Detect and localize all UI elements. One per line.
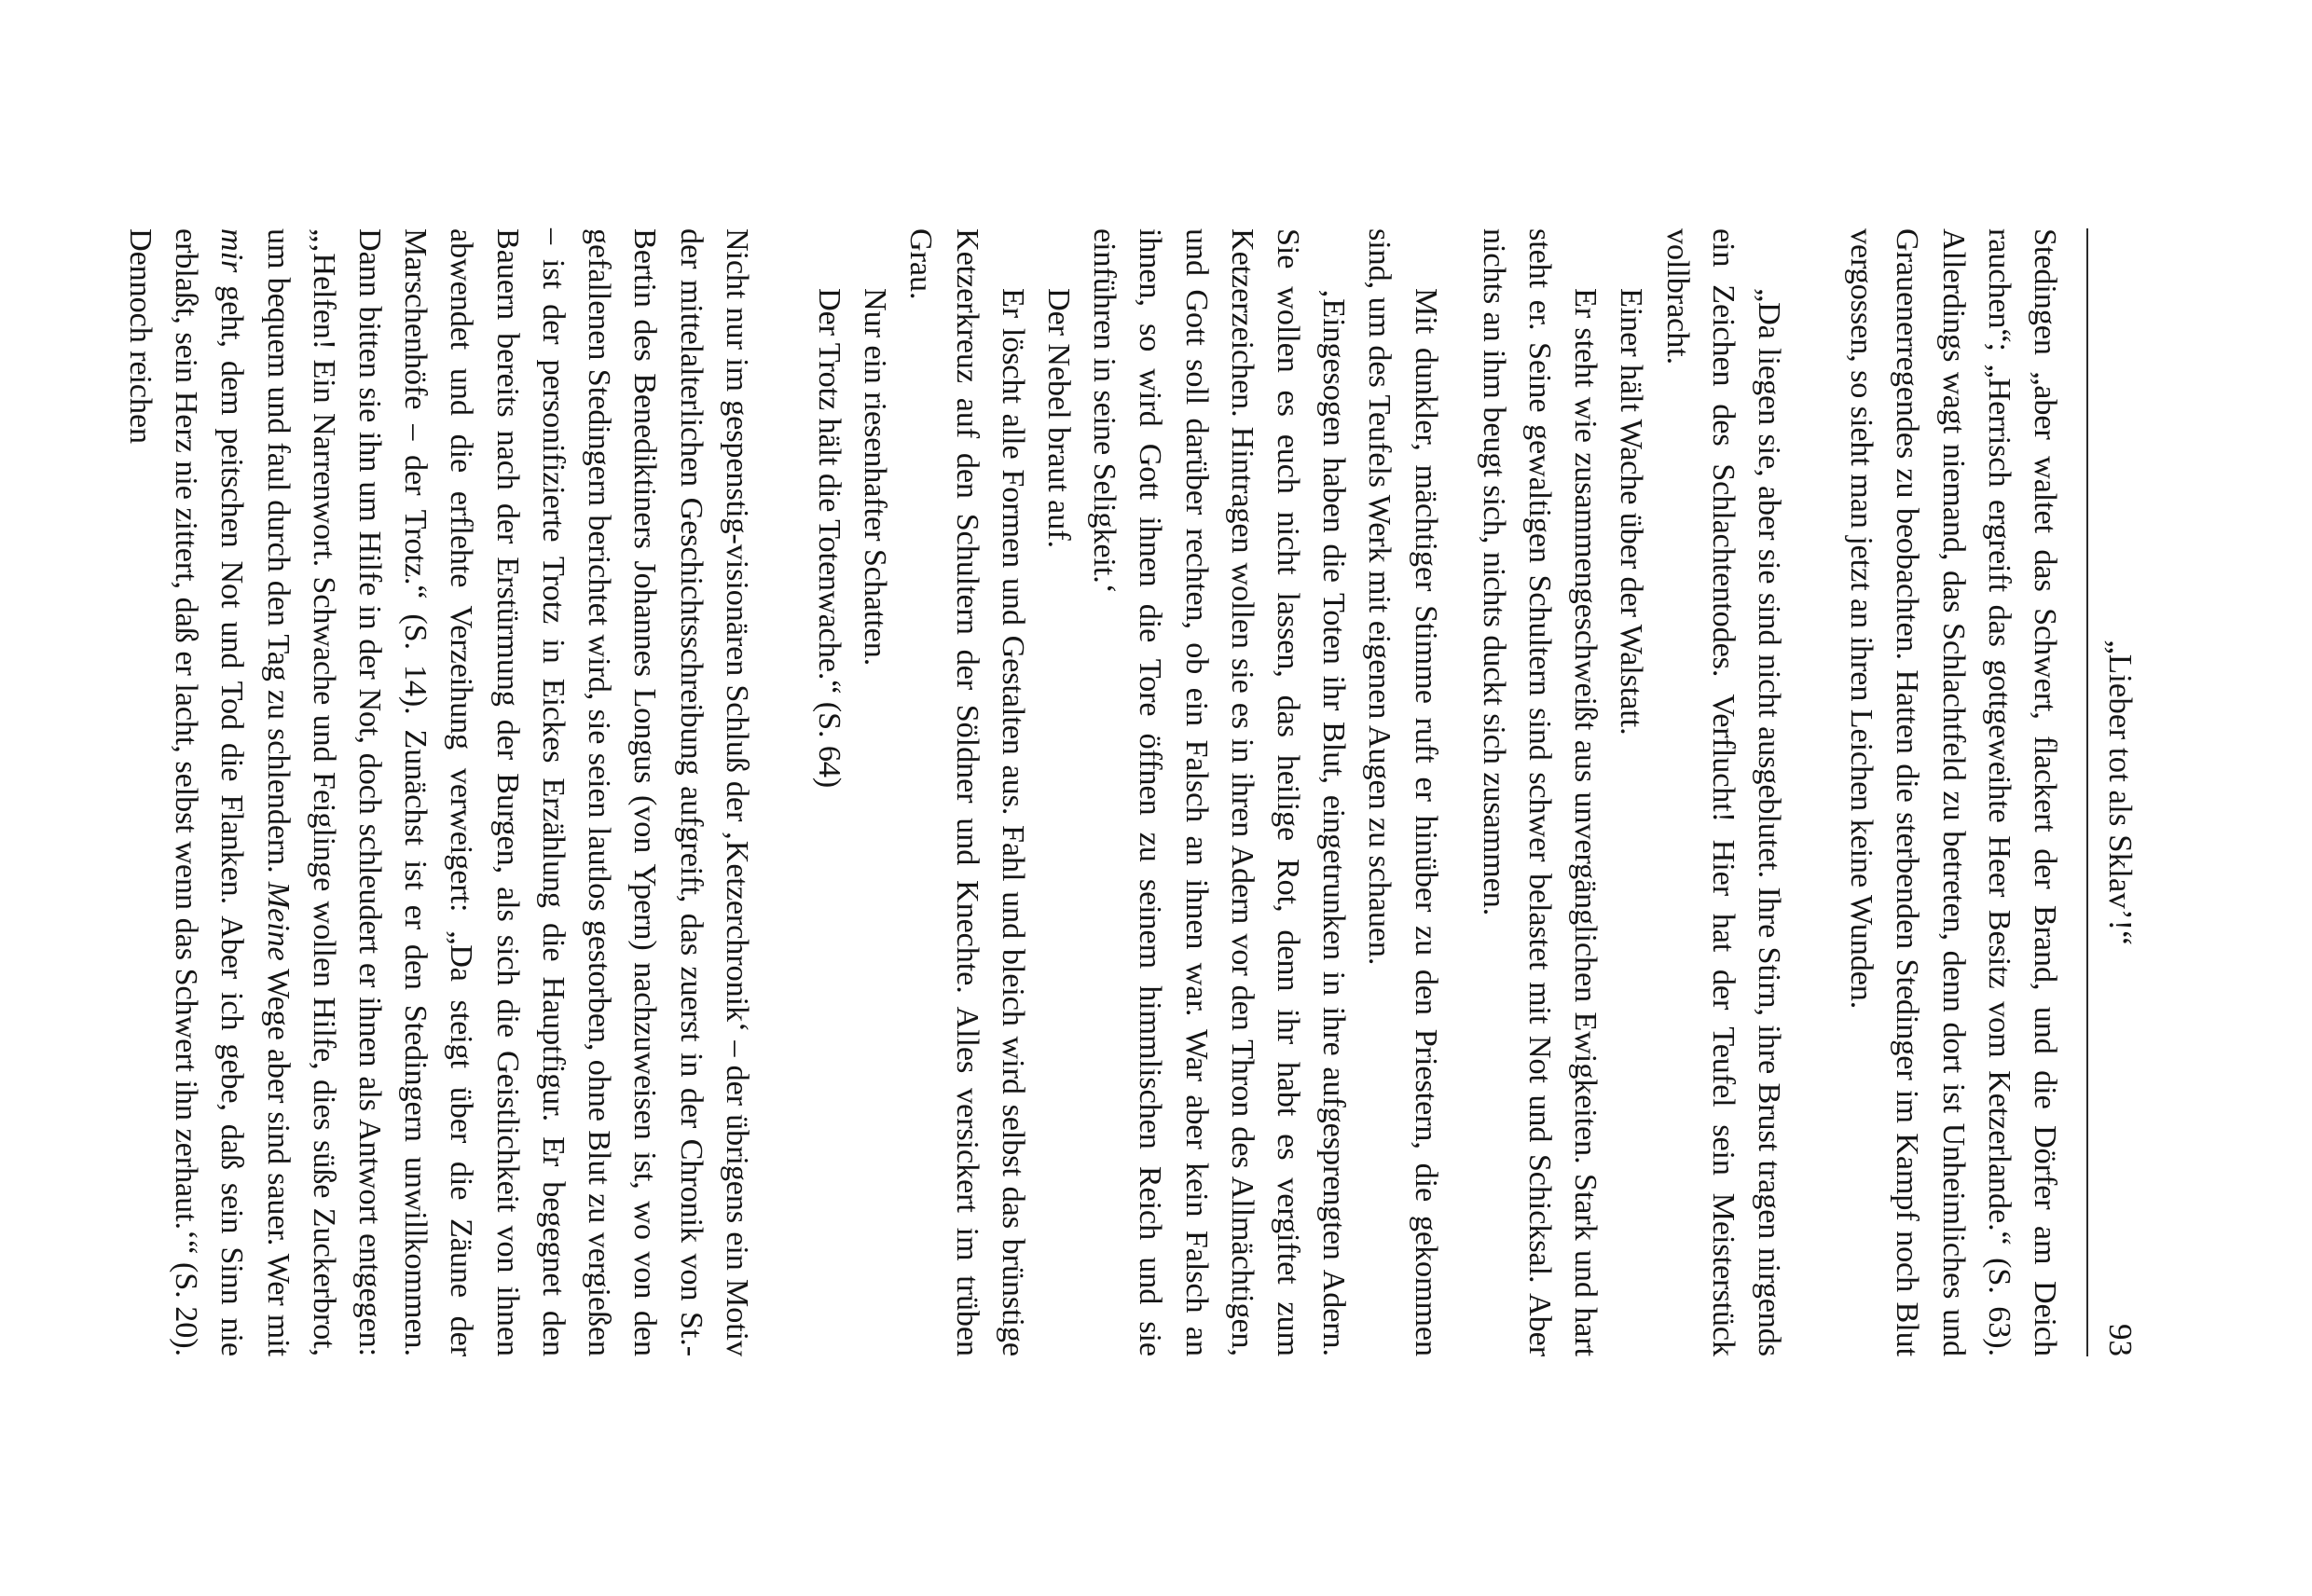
running-header: [2086, 228, 2144, 1356]
quote-line: Der Trotz hält die Totenwache.“ (S. 64): [811, 288, 846, 789]
paragraph-analysis: [117, 228, 760, 1356]
quote-paragraph: „Da liegen sie, aber sie sind nicht ausgeblutet. Ihre Stirn, ihre Brust tragen nirgends ein Zeichen des Schlachtentodes. Verflucht! Hier hat der Teufel sein Meisterstück vollbracht.: [1659, 228, 1786, 1356]
quote-paragraph: Er löscht alle Formen und Gestalten aus. Fahl und bleich wird selbst das brünstige Ketzerkreuz auf den Schultern der Söldner und Knechte. Alles versickert im trüben Grau.: [903, 228, 1030, 1356]
running-title: „Lieber tot als Sklav’!“: [2102, 640, 2139, 945]
paragraph-intro: Stedingen „aber waltet das Schwert, flackert der Brand, und die Dörfer am Deich rauchen“; „Herrisch ergreift das gottgeweihte Heer Besitz vom Ketzerlande.“ (S. 63). Allerdings wagt niemand, das Schlachtfeld zu betreten, denn dort ist Unheimliches und Grauenerregendes zu beobachten. Hatten die sterbenden Stedinger im Kampf noch Blut vergossen, so sieht man jetzt an ihren Leichen keine Wunden.: [1844, 228, 2062, 1356]
block-quote: [806, 228, 1792, 1356]
spacer: [1449, 228, 1471, 1356]
text-run: Wege aber sind sauer. Wer mit: [260, 960, 296, 1356]
spacer: [760, 228, 806, 1356]
page-number: 93: [2102, 1324, 2139, 1356]
text-run: Nicht nur im gespenstig-visionären Schluß der ‚Ketzerchronik‘ – der übrigens ein Motiv der mittelalterlichen Geschichtsschreibung aufgreift, das zuerst in der Chronik von St.-Bertin des Benediktiners Johannes Longus (von Ypern) nachzuweisen ist, wo von den gefallenen Stedingern berichtet wird, sie seien lautlos gestorben, ohne Blut zu vergießen – ist der personifizierte Trotz in Eickes Erzählung die Hauptfigur. Er begegnet den Bauern bereits nach der Erstürmung der Burgen, als sich die Geistlichkeit von ihnen abwendet und die erflehte Verzeihung verweigert: „Da steigt über die Zäune der Marschenhöfe – der Trotz.“ (S. 14). Zunächst ist er den Stedingern unwillkommen. Dann bitten sie ihn um Hilfe in der Not, doch schleudert er ihnen als Antwort entgegen: „‚Helfen! Ein Narrenwort. Schwache und Feiglinge wollen Hilfe, dies süße Zuckerbrot, um bequem und faul durch den Tag zu schlendern.: [260, 228, 754, 1356]
quote-paragraph: Der Nebel braut auf.: [1040, 288, 1076, 548]
quote-paragraph: Er steht wie zusammengeschweißt aus unvergänglichen Ewigkeiten. Stark und hart steht er. Seine gewaltigen Schultern sind schwer belastet mit Not und Schicksal. Aber nichts an ihm beugt sich, nichts duckt sich zusammen.: [1476, 228, 1603, 1356]
emphasis-meine: Meine: [260, 881, 296, 961]
spacer: [1792, 228, 1838, 1356]
text-run: geht, dem peitschen Not und Tod die Flanken. Aber ich gebe, daß sein Sinn nie erblaßt, sein Herz nie zittert, daß er lacht, selbst wenn das Schwert ihn zerhaut.‘“ (S. 20). Dennoch reichen: [123, 228, 250, 1356]
quote-paragraph: ‚Eingesogen haben die Toten ihr Blut, eingetrunken in ihre aufgesprengten Adern. Sie wollen es euch nicht lassen, das heilige Rot, denn ihr habt es vergiftet zum Ketzerzeichen. Hintragen wollen sie es in ihren Adern vor den Thron des Allmächtigen, und Gott soll darüber rechten, ob ein Falsch an ihnen war. War aber kein Falsch an ihnen, so wird Gott ihnen die Tore öffnen zu seinem himmlischen Reich und sie einführen in seine Seligkeit.‘: [1087, 228, 1352, 1356]
emphasis-mir: mir: [214, 228, 250, 273]
body-text: [117, 228, 2068, 1356]
quote-paragraph: Mit dunkler, mächtiger Stimme ruft er hinüber zu den Priestern, die gekommen sind, um des Teufels Werk mit eigenen Augen zu schauen.: [1362, 228, 1443, 1356]
quote-line: Nur ein riesenhafter Schatten.: [858, 288, 893, 667]
quote-paragraph: Einer hält Wache über der Walstatt.: [1614, 288, 1649, 736]
